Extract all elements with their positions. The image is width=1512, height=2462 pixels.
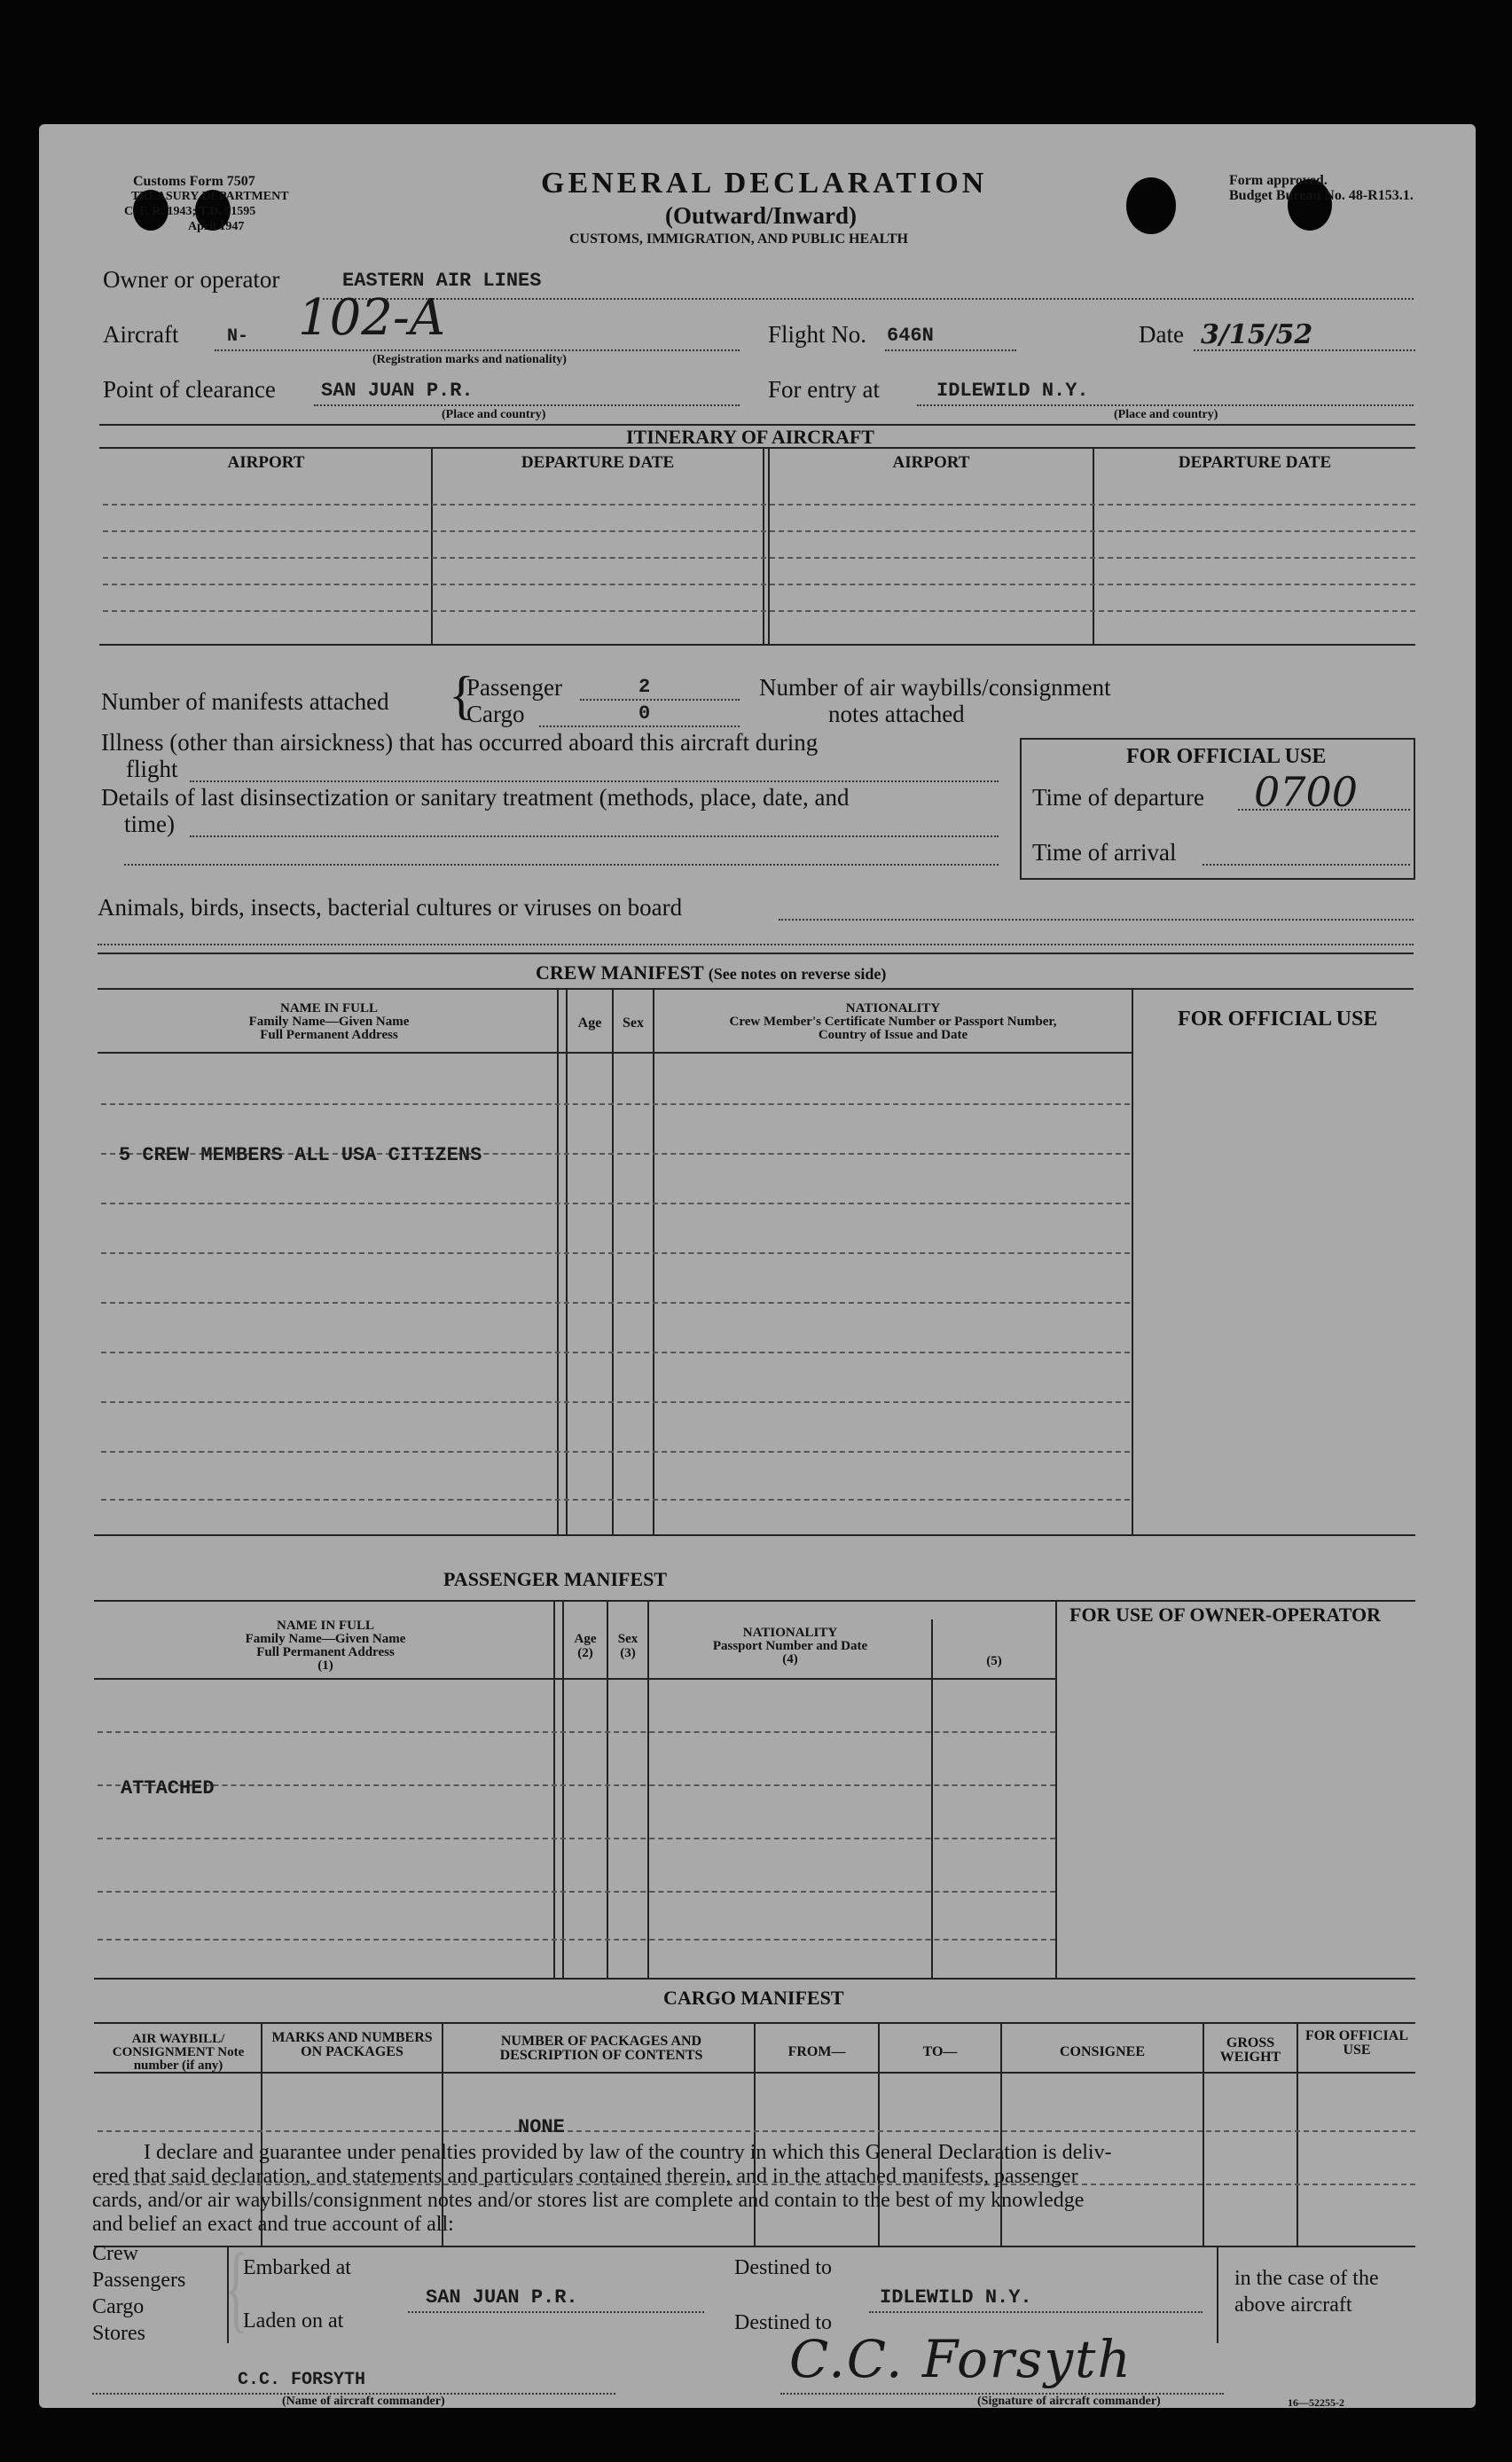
cargo-col-to: TO— [922, 2044, 958, 2059]
owner-label: Owner or operator [103, 266, 280, 293]
crew-title-text: CREW MANIFEST [536, 961, 704, 984]
commander-signature[interactable]: C.C. Forsyth [789, 2329, 1132, 2389]
destined-label-2: Destined to [734, 2311, 832, 2334]
case-text-2: above aircraft [1234, 2293, 1352, 2317]
illness-label-2: flight [126, 756, 178, 782]
decl-cargo: Cargo [92, 2295, 145, 2318]
crew-col-sex: Sex [623, 1015, 644, 1031]
cargo-col-from: FROM— [787, 2044, 846, 2059]
decl-brace-right [1217, 2246, 1218, 2343]
pax-col-nat-num: (4) [782, 1652, 798, 1666]
entry-label: For entry at [768, 376, 880, 403]
itinerary-col-airport-2: AIRPORT [892, 453, 970, 472]
pax-col-nat-2: Passport Number and Date [712, 1639, 868, 1653]
case-text-1: in the case of the [1234, 2267, 1379, 2290]
commander-name-caption: (Name of aircraft commander) [282, 2395, 445, 2408]
crew-col-nationality [654, 1002, 1132, 1042]
decl-passengers: Passengers [92, 2269, 186, 2292]
passenger-count[interactable]: 2 [638, 676, 651, 698]
itinerary-col-departure-2: DEPARTURE DATE [1178, 453, 1332, 472]
budget-bureau-no: Budget Bureau No. 48-R153.1. [1229, 188, 1414, 203]
clearance-caption: (Place and country) [442, 408, 546, 421]
declaration-text-3: cards, and/or air waybills/consignment notes and/or stores list are complete and contain to the best of my knowledge [92, 2189, 1085, 2212]
pax-col-sex [608, 1632, 647, 1660]
waybills-label-2: notes attached [828, 701, 965, 727]
decl-brace-line [227, 2247, 229, 2343]
destined-value[interactable]: IDLEWILD N.Y. [880, 2286, 1032, 2309]
page-subtitle: (Outward/Inward) [665, 202, 858, 229]
clearance-label: Point of clearance [103, 376, 276, 403]
manifests-label: Number of manifests attached [101, 688, 389, 715]
decl-brace-left: { [224, 2233, 248, 2341]
date-value[interactable]: 3/15/52 [1201, 319, 1313, 350]
embarked-label: Embarked at [243, 2256, 351, 2279]
flight-value[interactable]: 646N [887, 325, 934, 347]
date-label: Date [1139, 321, 1184, 348]
declaration-text-1: I declare and guarantee under penalties provided by law of the country in which this General Declaration is deliv- [144, 2141, 1112, 2164]
crew-col-name-2: Family Name—Given Name [248, 1015, 410, 1029]
itinerary-col-airport-1: AIRPORT [227, 453, 305, 472]
pax-col-nationality [649, 1627, 931, 1666]
flight-label: Flight No. [768, 321, 867, 348]
pax-col-age-text: Age [574, 1632, 597, 1646]
pax-col-age-num: (2) [577, 1646, 593, 1660]
aircraft-caption: (Registration marks and nationality) [372, 353, 567, 366]
entry-caption: (Place and country) [1114, 408, 1218, 421]
cargo-manifest-title: CARGO MANIFEST [663, 1987, 844, 2009]
illness-label: Illness (other than airsickness) that has occurred aboard this aircraft during [101, 729, 819, 756]
official-use-title: FOR OFFICIAL USE [1126, 745, 1327, 768]
punch-hole-right [1126, 177, 1176, 234]
departure-time-value[interactable]: 0700 [1254, 768, 1359, 816]
arrival-time-label: Time of arrival [1032, 839, 1177, 866]
pax-col-name-3: Full Permanent Address [256, 1645, 395, 1659]
regulation-ref: C. F. R. 1943; T.D. 51595 [124, 205, 256, 218]
decl-stores: Stores [92, 2322, 145, 2345]
passenger-entry[interactable]: ATTACHED [121, 1777, 215, 1799]
crew-col-name-3: Full Permanent Address [260, 1028, 398, 1042]
crew-col-nat-1: NATIONALITY [845, 1001, 941, 1015]
brace-icon: { [449, 666, 474, 725]
crew-col-name-1: NAME IN FULL [279, 1001, 378, 1015]
itinerary-col-departure-1: DEPARTURE DATE [521, 453, 675, 472]
cargo-entry[interactable]: NONE [518, 2116, 565, 2138]
crew-col-age: Age [577, 1015, 602, 1031]
signature-caption: (Signature of aircraft commander) [977, 2395, 1161, 2408]
cargo-col-waybill: AIR WAYBILL/ CONSIGNMENT Note number (if any) [112, 2032, 245, 2073]
cargo-col-consignee: CONSIGNEE [1059, 2044, 1146, 2059]
entry-value[interactable]: IDLEWILD N.Y. [936, 380, 1089, 402]
print-code: 16—52255-2 [1288, 2396, 1344, 2409]
cargo-col-official: FOR OFFICIAL USE [1305, 2028, 1408, 2058]
cargo-col-marks: MARKS AND NUMBERS ON PACKAGES [271, 2030, 433, 2059]
passenger-manifest-title: PASSENGER MANIFEST [443, 1568, 668, 1590]
crew-title-note: (See notes on reverse side) [708, 965, 887, 983]
crew-col-name [101, 1002, 557, 1042]
cargo-label: Cargo [466, 701, 525, 727]
clearance-value[interactable]: SAN JUAN P.R. [321, 380, 474, 402]
crew-entry[interactable]: 5 CREW MEMBERS ALL USA CITIZENS [119, 1144, 482, 1166]
pax-col-name-1: NAME IN FULL [276, 1619, 374, 1633]
aircraft-label: Aircraft [103, 321, 179, 348]
pax-col-sex-text: Sex [617, 1632, 638, 1646]
crew-col-nat-3: Country of Issue and Date [818, 1028, 968, 1042]
waybills-label: Number of air waybills/consignment [759, 674, 1111, 701]
departure-time-label: Time of departure [1032, 784, 1204, 811]
crew-manifest-title [536, 961, 886, 984]
agencies-line: CUSTOMS, IMMIGRATION, AND PUBLIC HEALTH [569, 231, 908, 247]
crew-col-official: FOR OFFICIAL USE [1178, 1008, 1378, 1031]
pax-col-name-2: Family Name—Given Name [245, 1632, 406, 1646]
declaration-form [39, 124, 1476, 2408]
disinsect-label-2: time) [124, 811, 175, 837]
passenger-label: Passenger [466, 674, 562, 701]
owner-value[interactable]: EASTERN AIR LINES [342, 270, 542, 292]
embarked-value[interactable]: SAN JUAN P.R. [426, 2286, 578, 2309]
cargo-col-packages: NUMBER OF PACKAGES AND DESCRIPTION OF CONTENTS [499, 2034, 703, 2063]
decl-crew: Crew [92, 2242, 138, 2265]
commander-name[interactable]: C.C. FORSYTH [238, 2370, 366, 2390]
pax-col-age [564, 1632, 607, 1660]
pax-col-5: (5) [986, 1654, 1002, 1668]
cargo-count[interactable]: 0 [638, 702, 651, 725]
department-name: TREASURY DEPARTMENT [131, 190, 289, 203]
cargo-col-weight: GROSS WEIGHT [1219, 2035, 1281, 2065]
form-approval: Form approved. [1229, 173, 1328, 188]
pax-col-name [98, 1619, 553, 1673]
form-number: Customs Form 7507 [133, 174, 255, 189]
destined-label: Destined to [734, 2256, 832, 2279]
crew-col-nat-2: Crew Member's Certificate Number or Passport Number, [729, 1015, 1057, 1029]
disinsect-label: Details of last disinsectization or sanitary treatment (methods, place, date, and [101, 784, 850, 811]
pax-col-name-num: (1) [317, 1658, 333, 1673]
declaration-text-2: ered that said declaration, and statements and particulars contained therein, and in the attached manifests, passenger [92, 2165, 1078, 2188]
aircraft-value[interactable]: 102-A [298, 289, 446, 347]
aircraft-prefix: N- [227, 326, 249, 347]
laden-label: Laden on at [243, 2309, 344, 2333]
itinerary-title: ITINERARY OF AIRCRAFT [626, 426, 874, 448]
owner-operator-col: FOR USE OF OWNER-OPERATOR [1069, 1603, 1382, 1626]
form-date: April 1947 [188, 220, 245, 233]
declaration-text-4: and belief an exact and true account of all: [92, 2213, 454, 2236]
pax-col-sex-num: (3) [620, 1646, 636, 1660]
pax-col-nat-1: NATIONALITY [742, 1626, 838, 1640]
page-title: GENERAL DECLARATION [541, 167, 988, 200]
animals-label: Animals, birds, insects, bacterial cultures or viruses on board [98, 894, 683, 921]
